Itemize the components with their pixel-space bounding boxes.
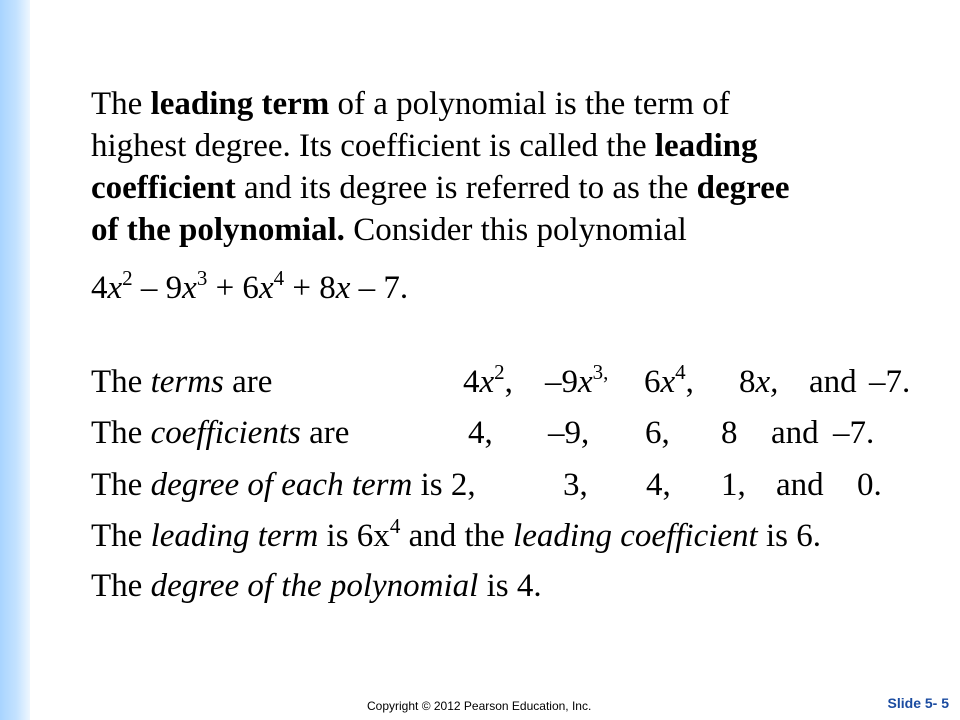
coefficient-value: –9, <box>548 415 590 451</box>
coefficients-and: and <box>771 415 819 451</box>
degree-value: 4, <box>646 467 671 503</box>
terms-row <box>91 362 951 404</box>
term-8x: 8x, <box>739 364 779 400</box>
copyright-footer: Copyright © 2012 Pearson Education, Inc. <box>367 699 592 713</box>
polynomial-expression: $4x^2 - 9x^3 + 6x^4 + 8x - 7$. <box>91 266 409 306</box>
intro-line-4: of the polynomial. Consider this polynomial <box>91 212 687 248</box>
coefficients-row <box>91 413 951 455</box>
degree-polynomial-row: The degree of the polynomial is 4. <box>91 568 542 604</box>
coefficients-label: The coefficients are <box>91 415 350 451</box>
degree-value: 3, <box>563 467 588 503</box>
degree-and: and <box>776 467 824 503</box>
degree-last: 0. <box>857 467 882 503</box>
terms-and: and <box>809 364 857 400</box>
degree-each-term-row <box>91 465 951 507</box>
term-neg7: –7. <box>869 364 911 400</box>
leading-term-row: The leading term is $6x^4$ and the leading coefficient is 6. <box>91 514 821 554</box>
intro-line-1: The leading term of a polynomial is the term of <box>91 86 730 122</box>
term-4x2: $4x^2$, <box>463 360 513 400</box>
intro-line-2: highest degree. Its coefficient is called the leading <box>91 128 758 164</box>
left-accent-bar <box>0 0 30 720</box>
coefficient-value: 4, <box>468 415 493 451</box>
degree-label: The degree of each term is 2, <box>91 467 476 503</box>
degree-value: 1, <box>721 467 746 503</box>
coefficient-last: –7. <box>833 415 875 451</box>
coefficient-value: 8 <box>721 415 738 451</box>
term-neg9x3: $-9x^{3,}$ <box>545 360 609 400</box>
intro-line-3: coefficient and its degree is referred to as the degree <box>91 170 790 206</box>
terms-label: The terms are <box>91 364 273 400</box>
slide-number: Slide 5- 5 <box>887 695 949 711</box>
coefficient-value: 6, <box>645 415 670 451</box>
term-6x4: $6x^4$, <box>644 360 694 400</box>
